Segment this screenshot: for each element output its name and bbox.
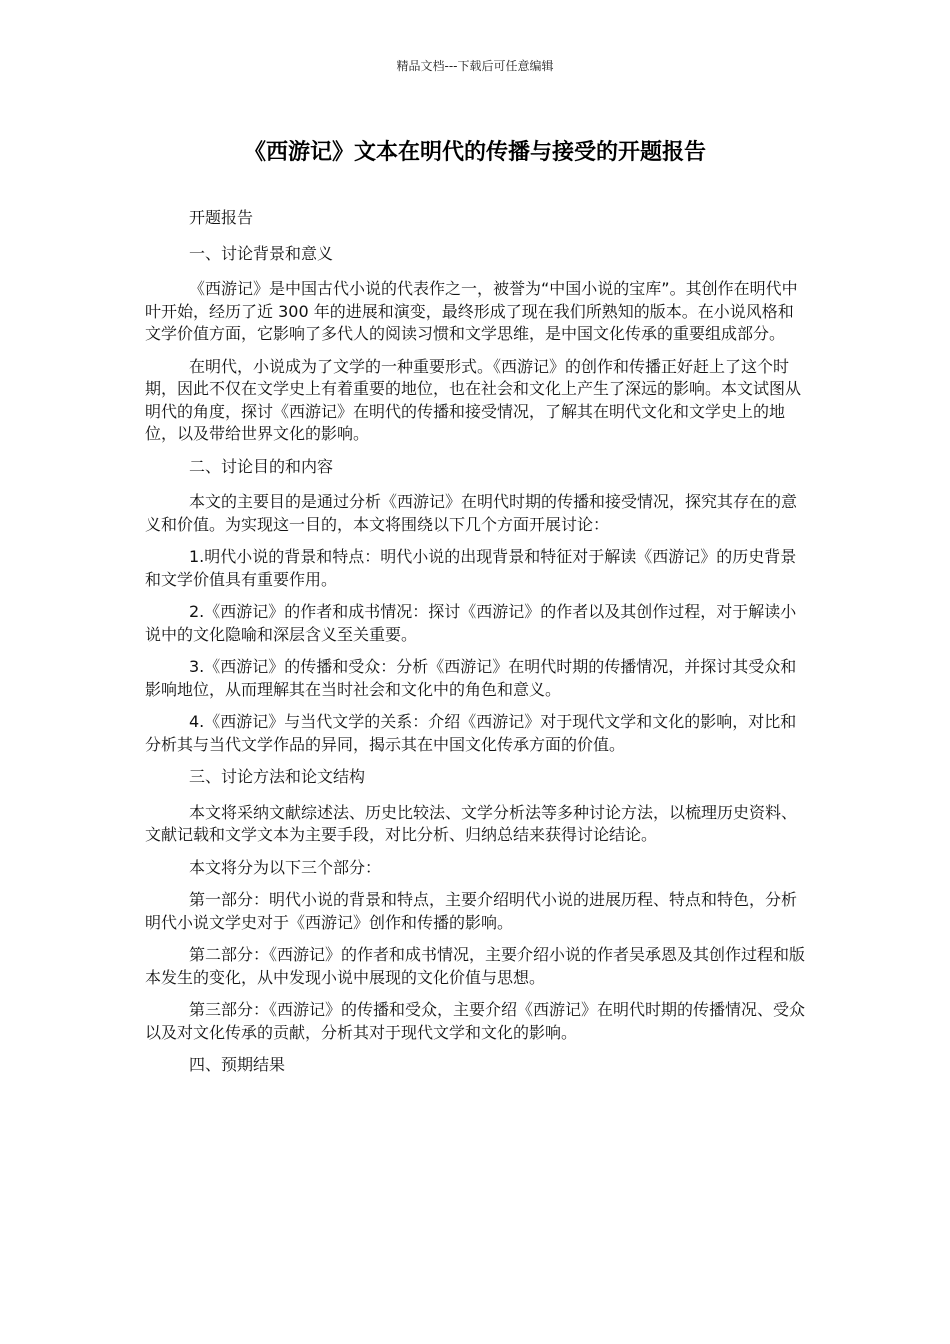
list-item: 2.《西游记》的作者和成书情况：探讨《西游记》的作者以及其创作过程，对于解读小说中的文化隐喻和深层含义至关重要。 — [145, 602, 797, 644]
section-heading-background: 一、讨论背景和意义 — [189, 243, 334, 263]
list-item: 4.《西游记》与当代文学的关系：介绍《西游记》对于现代文学和文化的影响，对比和分析其与当代文学作品的异同，揭示其在中国文化传承方面的价值。 — [145, 712, 797, 754]
section-heading-purpose: 二、讨论目的和内容 — [189, 456, 334, 476]
document-title: 《西游记》文本在明代的传播与接受的开题报告 — [243, 140, 706, 165]
paragraph: 本文将分为以下三个部分： — [189, 857, 382, 877]
paragraph: 本文的主要目的是通过分析《西游记》在明代时期的传播和接受情况，探究其存在的意义和价值。为实现这一目的，本文将围绕以下几个方面开展讨论： — [145, 492, 798, 534]
paragraph: 《西游记》是中国古代小说的代表作之一，被誉为“中国小说的宝库”。其创作在明代中叶开始，经历了近 300 年的进展和演变，最终形成了现在我们所熟知的版本。在小说风格和文学价值方面，它影响了多代人的阅读习惯和文学思维，是中国文化传承的重要组成部分。 — [145, 279, 798, 343]
document-body — [145, 207, 809, 1090]
paragraph: 第一部分：明代小说的背景和特点，主要介绍明代小说的进展历程、特点和特色，分析明代小说文学史对于《西游记》创作和传播的影响。 — [145, 890, 798, 932]
paragraph: 本文将采纳文献综述法、历史比较法、文学分析法等多种讨论方法，以梳理历史资料、文献记载和文学文本为主要手段，对比分析、归纳总结来获得讨论结论。 — [145, 802, 798, 844]
paragraph: 第二部分：《西游记》的作者和成书情况，主要介绍小说的作者吴承恩及其创作过程和版本发生的变化，从中发现小说中展现的文化价值与思想。 — [145, 945, 806, 987]
paragraph: 第三部分：《西游记》的传播和受众，主要介绍《西游记》在明代时期的传播情况、受众以及对文化传承的贡献，分析其对于现代文学和文化的影响。 — [145, 1000, 806, 1042]
section-heading-results: 四、预期结果 — [189, 1055, 286, 1074]
list-item: 3.《西游记》的传播和受众：分析《西游记》在明代时期的传播情况，并探讨其受众和影响地位，从而理解其在当时社会和文化中的角色和意义。 — [145, 657, 797, 699]
page-header: 精品文档---下载后可任意编辑 — [396, 59, 554, 73]
paragraph: 在明代，小说成为了文学的一种重要形式。《西游记》的创作和传播正好赶上了这个时期，因此不仅在文学史上有着重要的地位，也在社会和文化上产生了深远的影响。本文试图从明代的角度，探讨《西游记》在明代的传播和接受情况，了解其在明代文化和文学史上的地位，以及带给世界文化的影响。 — [145, 356, 802, 443]
section-heading-method: 三、讨论方法和论文结构 — [189, 767, 366, 786]
list-item: 1.明代小说的背景和特点：明代小说的出现背景和特征对于解读《西游记》的历史背景和文学价值具有重要作用。 — [145, 547, 797, 589]
section-label-report: 开题报告 — [189, 208, 254, 227]
